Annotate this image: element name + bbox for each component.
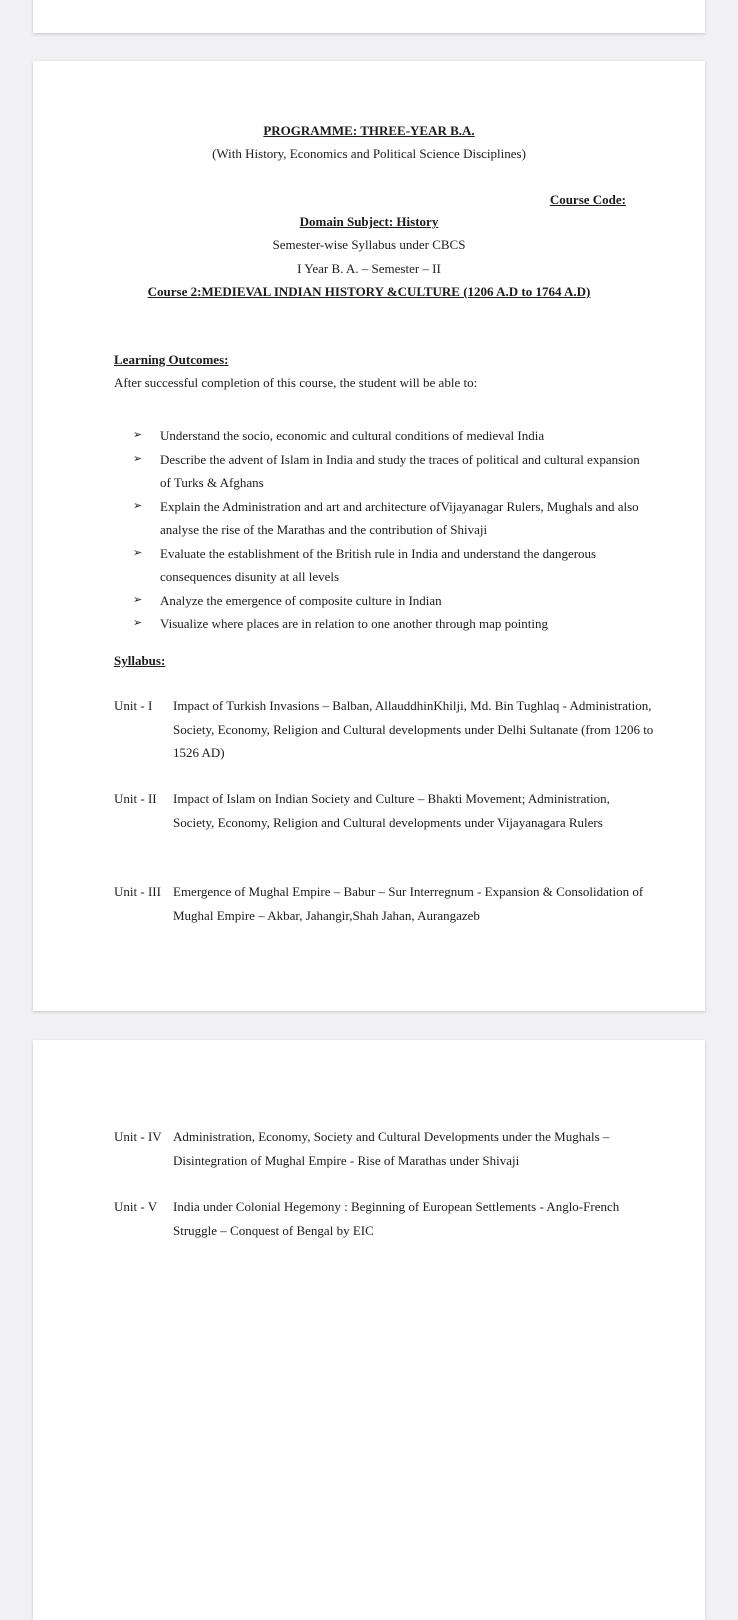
outcome-text: Explain the Administration and art and architecture ofVijayanagar Rulers, Mughals and also analyse the rise of the Marathas and the contribution of Shivaji	[160, 498, 639, 537]
list-item	[133, 424, 653, 448]
document-page-1	[33, 61, 705, 1011]
list-item	[133, 495, 653, 542]
arrow-bullet-icon: ➢	[133, 593, 143, 606]
unit-label: Unit - I	[114, 698, 153, 713]
list-item	[133, 612, 653, 636]
arrow-bullet-icon: ➢	[133, 429, 143, 441]
previous-page-sheet	[33, 0, 705, 33]
unit-description: Emergence of Mughal Empire – Babur – Sur Interregnum - Expansion & Consolidation of Mughal Empire – Akbar, Jahangir,Shah Jahan, Aurangazeb	[173, 884, 644, 923]
unit-description: Impact of Islam on Indian Society and Culture – Bhakti Movement; Administration, Society, Economy, Religion and Cultural developments under Vijayanagara Rulers	[173, 791, 610, 830]
year-semester: I Year B. A. – Semester – II	[297, 261, 441, 276]
syllabus-unit	[114, 880, 654, 927]
outcome-text: Analyze the emergence of composite culture in Indian	[160, 592, 442, 608]
arrow-bullet-icon: ➢	[133, 452, 143, 465]
syllabus-unit	[114, 1195, 654, 1242]
list-item	[133, 542, 653, 589]
course-title: Course 2:MEDIEVAL INDIAN HISTORY &CULTURE (1206 A.D to 1764 A.D)	[147, 284, 591, 299]
outcome-text: Understand the socio, economic and cultural conditions of medieval India	[160, 428, 545, 443]
unit-label: Unit - IV	[114, 1129, 162, 1144]
programme-title: PROGRAMME: THREE-YEAR B.A.	[263, 123, 475, 138]
syllabus-unit	[114, 694, 654, 765]
syllabus-type: Semester-wise Syllabus under CBCS	[272, 237, 466, 252]
list-item	[133, 589, 653, 613]
disciplines-subtitle: (With History, Economics and Political Science Disciplines)	[212, 146, 526, 161]
outcome-text: Describe the advent of Islam in India and study the traces of political and cultural expansion of Turks & Afghans	[160, 451, 640, 490]
arrow-bullet-icon: ➢	[133, 617, 143, 629]
syllabus-unit	[114, 1125, 654, 1172]
unit-description: Impact of Turkish Invasions – Balban, AllauddhinKhilji, Md. Bin Tughlaq - Administration, Society, Economy, Religion and Cultural developments under Delhi Sultanate (from 1206 to 1526 AD)	[173, 698, 654, 760]
unit-description: Administration, Economy, Society and Cultural Developments under the Mughals – Disintegration of Mughal Empire - Rise of Marathas under Shivaji	[173, 1129, 610, 1168]
syllabus-unit	[114, 787, 654, 834]
document-page-2	[33, 1040, 705, 1620]
learning-outcomes-intro: After successful completion of this course, the student will be able to:	[114, 375, 478, 390]
domain-subject: Domain Subject: History	[299, 214, 439, 229]
course-code-label: Course Code:	[549, 192, 626, 207]
unit-description: India under Colonial Hegemony : Beginning of European Settlements - Anglo-French Struggle – Conquest of Bengal by EIC	[173, 1199, 620, 1238]
unit-label: Unit - III	[114, 884, 161, 899]
outcome-text: Visualize where places are in relation to one another through map pointing	[160, 616, 549, 631]
arrow-bullet-icon: ➢	[133, 499, 143, 512]
unit-label: Unit - II	[114, 791, 157, 806]
list-item	[133, 448, 653, 495]
outcome-text: Evaluate the establishment of the British rule in India and understand the dangerous consequences disunity at all levels	[160, 545, 597, 584]
learning-outcomes-heading: Learning Outcomes:	[114, 352, 229, 367]
syllabus-heading: Syllabus:	[114, 653, 166, 668]
unit-label: Unit - V	[114, 1199, 158, 1214]
arrow-bullet-icon: ➢	[133, 546, 143, 559]
learning-outcomes-list	[133, 424, 653, 636]
